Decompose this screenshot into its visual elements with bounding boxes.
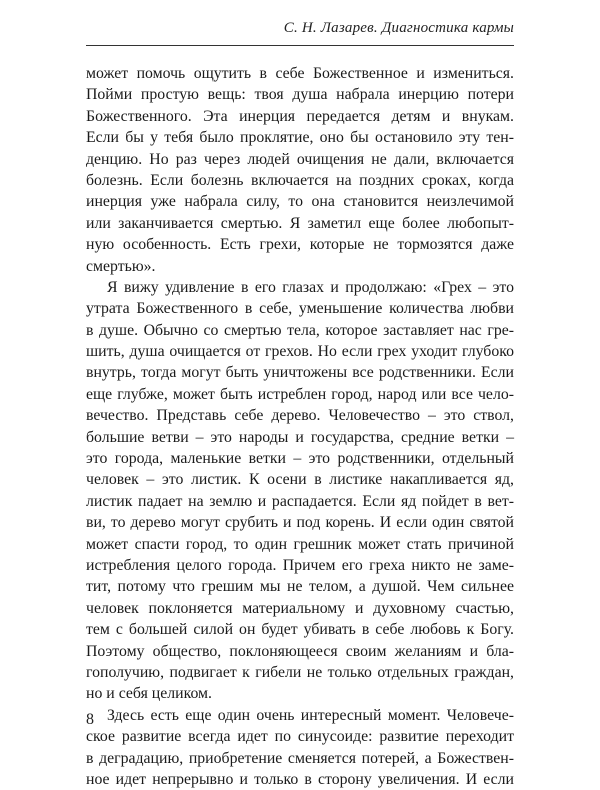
text-line: вечество. Представь себе дерево. Человечество – это ствол, (86, 407, 514, 425)
text-line: листик падает на землю и распадается. Если яд пойдет в вет- (86, 492, 514, 510)
paragraph-1 (86, 63, 514, 277)
text-line: Я вижу удивление в его глазах и продолжаю: «Грех – это (107, 278, 514, 296)
text-line: ское развитие всегда идет по синусоиде: развитие переходит (86, 728, 514, 746)
text-line: смертью». (86, 257, 156, 275)
text-line: болезнь. Если болезнь включается на поздних сроках, когда (86, 171, 514, 189)
text-line: Если бы у тебя было проклятие, оно бы остановило эту тен- (86, 129, 514, 147)
text-line: или заканчивается смертью. Я заметил еще более любопыт- (86, 214, 514, 232)
text-line: гополучию, подвигает к гибели не только отдельных граждан, (86, 663, 514, 681)
text-line: большие ветви – это народы и государства, средние ветки – (86, 428, 514, 446)
text-line: может спасти город, то один грешник может стать причиной (86, 535, 514, 553)
text-line: денцию. Но раз через людей очищения не дали, включается (86, 150, 514, 168)
text-line: но и себя целиком. (86, 685, 212, 703)
text-line: ную особенность. Есть грехи, которые не тормозятся даже (86, 236, 514, 254)
text-line: тем с большей силой он будет убивать в себе любовь к Богу. (86, 621, 514, 639)
paragraph-3 (86, 705, 514, 790)
text-line: тит, потому что грешим мы не телом, а душой. Чем сильнее (86, 578, 514, 596)
running-head: С. Н. Лазарев. Диагностика кармы (283, 20, 514, 36)
text-line: человек поклоняется материальному и духовному счастью, (86, 599, 514, 617)
text-line: в душе. Обычно со смертью тела, которое заставляет нас гре- (86, 321, 514, 339)
text-line: Поэтому общество, поклоняющееся своим желаниям и бла- (86, 642, 514, 660)
text-line: ное идет непрерывно и только в сторону увеличения. И если (86, 770, 514, 788)
text-line: инерция уже набрала силу, то она становится неизлечимой (86, 193, 514, 211)
text-line: Пойми простую вещь: твоя душа набрала инерцию потери (86, 86, 514, 104)
header-rule (86, 45, 514, 46)
text-line: ви, то дерево могут срубить и под корень. И если один святой (86, 514, 514, 532)
text-line: может помочь ощутить в себе Божественное и измениться. (86, 65, 514, 82)
text-line: в деградацию, приобретение сменяется потерей, а Божествен- (86, 749, 514, 767)
body-text (86, 63, 514, 790)
paragraph-2 (86, 277, 514, 705)
text-line: человек – это листик. К осени в листике накапливается яд, (86, 471, 514, 489)
text-line: внутрь, тогда могут быть уничтожены все родственники. Если (86, 364, 514, 382)
text-line: еще глубже, может быть истреблен город, народ или все чело- (86, 385, 514, 403)
text-line: это города, маленькие ветки – это родственники, отдельный (86, 450, 514, 468)
text-line: истребления целого города. Причем его греха никто не заме- (86, 556, 514, 574)
text-line: шить, душа очищается от грехов. Но если грех уходит глубоко (86, 343, 514, 361)
text-line: Здесь есть еще один очень интересный момент. Человече- (107, 706, 514, 724)
text-line: Божественного. Эта инерция передается детям и внукам. (86, 107, 514, 125)
text-line: утрата Божественного в себе, уменьшение количества любви (86, 300, 514, 318)
page-number: 8 (86, 711, 94, 728)
